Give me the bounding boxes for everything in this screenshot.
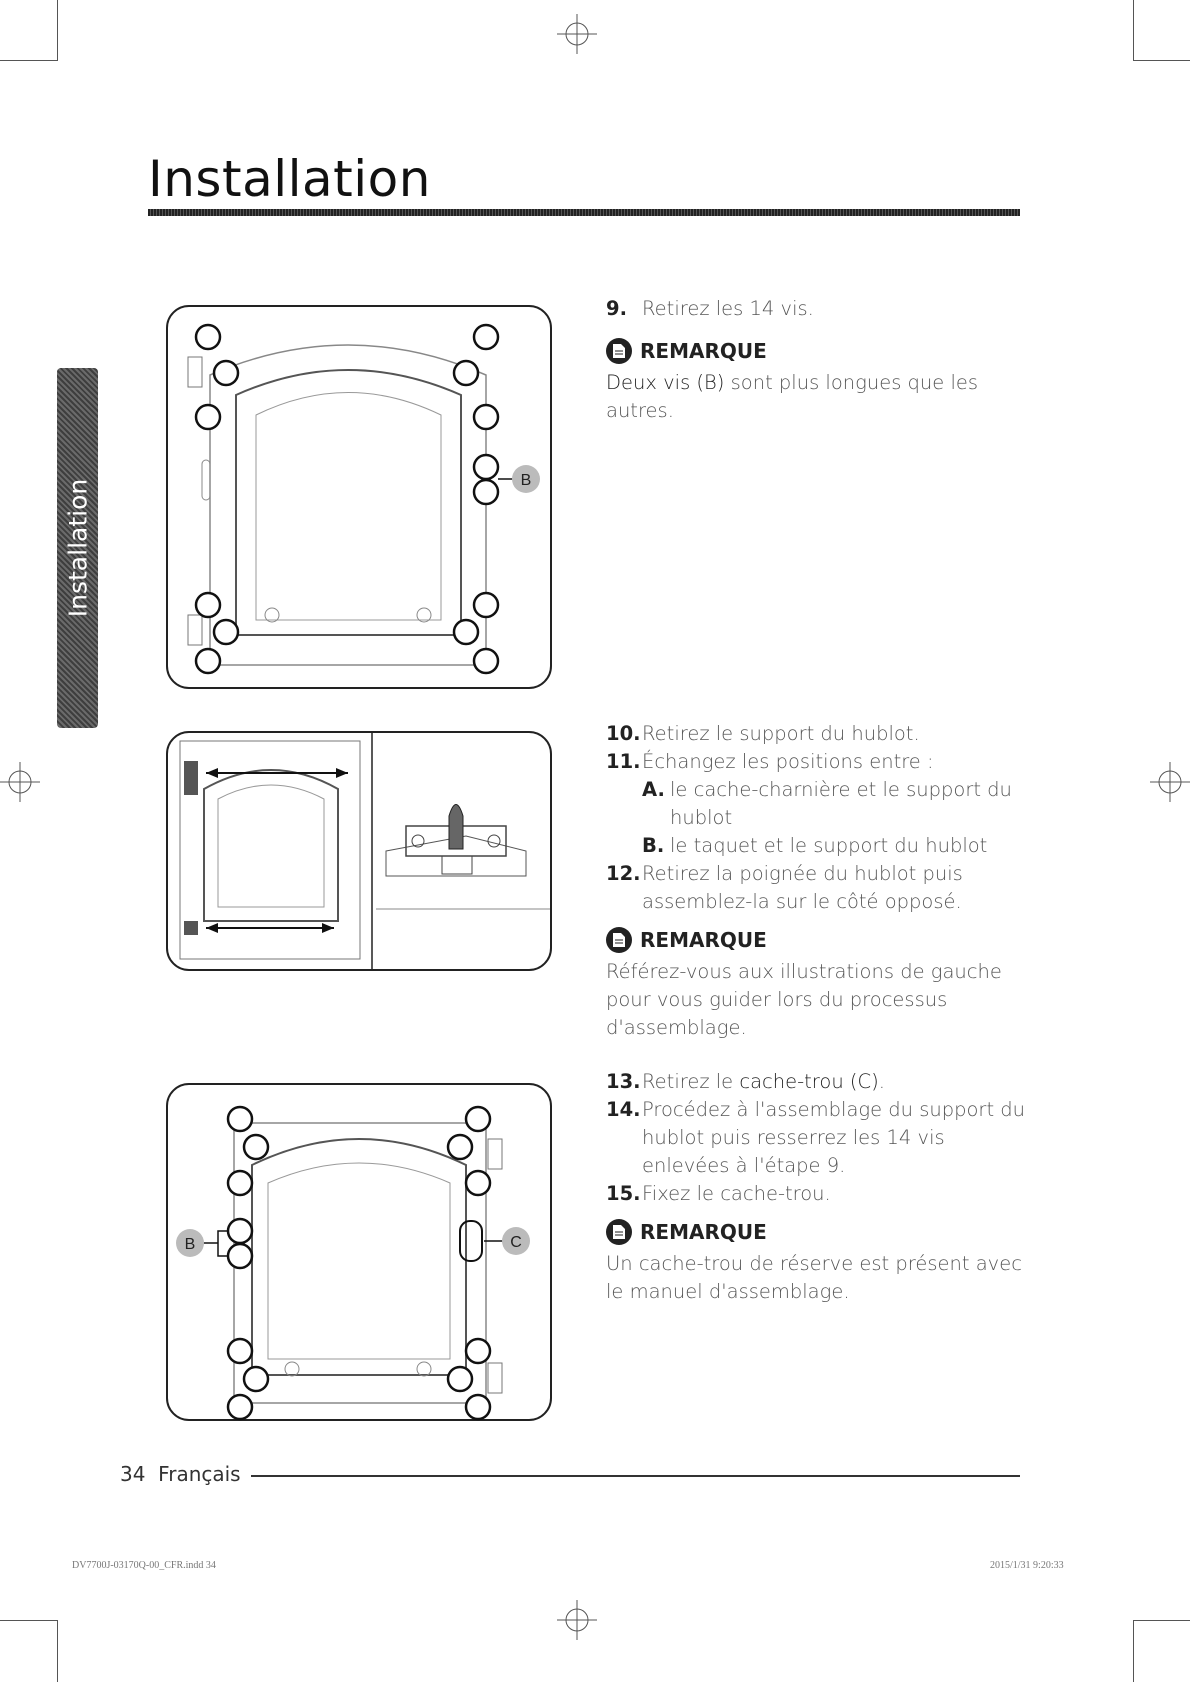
note-body: Un cache-trou de réserve est présent avec le manuel d'assemblage. <box>606 1252 1022 1303</box>
instructions-block-3 <box>606 1068 1026 1306</box>
note-icon <box>606 338 632 364</box>
footer-rule <box>251 1475 1020 1477</box>
callout-b-label: B <box>184 1236 196 1253</box>
note-header <box>606 1218 1026 1246</box>
crop-mark <box>1133 60 1190 61</box>
registration-mark <box>557 14 597 54</box>
step-11b <box>606 832 1026 860</box>
title-rule <box>148 209 1020 216</box>
crop-mark <box>0 60 58 61</box>
step-number: 15. <box>606 1182 641 1205</box>
callout-b-label: B <box>520 472 532 489</box>
registration-mark <box>557 1600 597 1640</box>
crop-mark <box>1133 1620 1134 1682</box>
note-icon <box>606 1219 632 1245</box>
step-text: Retirez la poignée du hublot puis assemblez-la sur le côté opposé. <box>642 862 963 913</box>
step-letter: B. <box>642 834 665 857</box>
step-text: Échangez les positions entre : <box>642 750 934 773</box>
step-text: le taquet et le support du hublot <box>670 834 988 857</box>
figure-door-screws <box>166 305 552 689</box>
step-number: 9. <box>606 297 627 320</box>
figure-hinge-swap <box>166 731 552 971</box>
note-text: sont plus longues que les autres. <box>606 371 979 422</box>
step-number: 11. <box>606 750 641 773</box>
side-tab <box>57 368 98 728</box>
step-letter: A. <box>642 778 665 801</box>
crop-mark <box>1133 0 1134 60</box>
note-header <box>606 337 1026 365</box>
crop-mark <box>0 1620 58 1621</box>
step-text: le cache-charnière et le support du hublot <box>670 778 1012 829</box>
note-icon <box>606 927 632 953</box>
step-14 <box>606 1096 1026 1180</box>
side-tab-label: Installation <box>63 478 92 618</box>
note-body: Référez-vous aux illustrations de gauche pour vous guider lors du processus d'assemblage. <box>606 960 1002 1039</box>
print-slug-file: DV7700J-03170Q-00_CFR.indd 34 <box>72 1560 216 1571</box>
registration-mark <box>1150 762 1190 802</box>
crop-mark <box>1133 1620 1190 1621</box>
page-language: Français <box>158 1462 241 1486</box>
screw-icon <box>196 325 498 673</box>
figure-door-reassembled <box>166 1083 552 1421</box>
step-text-part: . <box>878 1070 885 1093</box>
step-number: 14. <box>606 1098 641 1121</box>
crop-mark <box>57 0 58 60</box>
step-number: 10. <box>606 722 641 745</box>
instructions-block-1 <box>606 295 1026 425</box>
step-15 <box>606 1180 1026 1208</box>
page-footer <box>120 1462 241 1486</box>
step-11a <box>606 776 1026 832</box>
step-text: Fixez le cache-trou. <box>642 1182 831 1205</box>
step-text <box>642 1068 885 1096</box>
step-number: 12. <box>606 862 641 885</box>
crop-mark <box>57 1620 58 1682</box>
instructions-block-2 <box>606 720 1026 1042</box>
step-10 <box>606 720 1026 748</box>
step-12 <box>606 860 1026 916</box>
note-highlight: Deux vis (B) <box>606 371 725 394</box>
step-text: Procédez à l'assemblage du support du hublot puis resserrez les 14 vis enlevées à l'étape 9. <box>642 1098 1026 1177</box>
step-9 <box>606 295 1026 323</box>
registration-mark <box>0 762 40 802</box>
note-title: REMARQUE <box>640 1220 767 1244</box>
page-number: 34 <box>120 1462 146 1486</box>
note-title: REMARQUE <box>640 928 767 952</box>
step-text-part: Retirez le <box>642 1070 740 1093</box>
step-number: 13. <box>606 1070 641 1093</box>
callout-c-label: C <box>510 1234 522 1251</box>
note-title: REMARQUE <box>640 339 767 363</box>
print-slug-timestamp: 2015/1/31 9:20:33 <box>990 1560 1064 1571</box>
step-11 <box>606 748 1026 776</box>
screw-icon <box>228 1107 490 1419</box>
page-title: Installation <box>148 150 431 208</box>
note-body <box>606 369 1026 425</box>
step-text: Retirez les 14 vis. <box>642 297 814 320</box>
note-header <box>606 926 1026 954</box>
step-13 <box>606 1068 1026 1096</box>
step-text: Retirez le support du hublot. <box>642 722 920 745</box>
step-highlight: cache-trou (C) <box>739 1070 879 1093</box>
